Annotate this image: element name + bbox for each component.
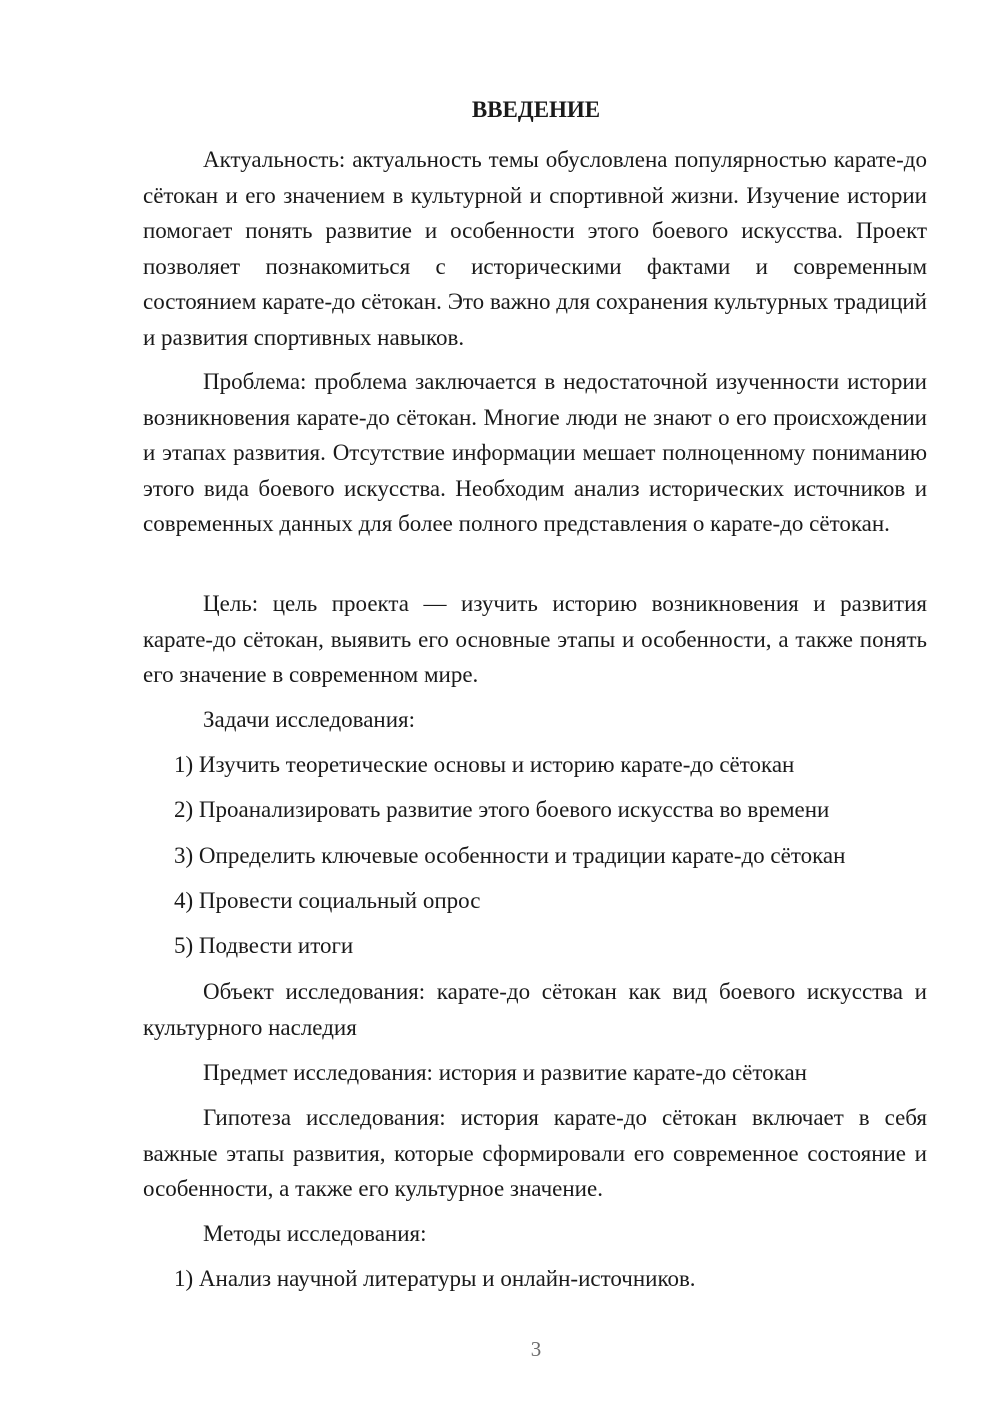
method-item: 1) Анализ научной литературы и онлайн-источников.	[174, 1266, 696, 1291]
page-number: 3	[530, 1337, 542, 1361]
problem-paragraph: Проблема: проблема заключается в недостаточной изученности истории возникновения карате-до сётокан. Многие люди не знают о его происхождении и этапах развития. Отсутствие информации мешает полноценному пониманию этого вида боевого искусства. Необходим анализ исторических источников и современных данных для более полного представления о карате-до сётокан.	[143, 369, 927, 536]
methods-heading: Методы исследования:	[203, 1221, 427, 1246]
task-item: 1) Изучить теоретические основы и историю карате-до сётокан	[174, 752, 795, 777]
task-item: 5) Подвести итоги	[174, 933, 354, 958]
relevance-paragraph: Актуальность: актуальность темы обусловлена популярностью карате-до сётокан и его значением в культурной и спортивной жизни. Изучение истории помогает понять развитие и особенности этого боевого искусства. Проект позволяет познакомиться с историческими фактами и современным состоянием карате-до сётокан. Это важно для сохранения культурных традиций и развития спортивных навыков.	[143, 147, 927, 350]
tasks-heading: Задачи исследования:	[203, 707, 416, 732]
hypothesis-paragraph: Гипотеза исследования: история карате-до сётокан включает в себя важные этапы развития, которые сформировали его современное состояние и особенности, а также его культурное значение.	[143, 1105, 927, 1201]
page-title: ВВЕДЕНИЕ	[471, 97, 601, 122]
subject-line: Предмет исследования: история и развитие карате-до сётокан	[203, 1060, 807, 1085]
task-item: 4) Провести социальный опрос	[174, 888, 481, 913]
task-item: 2) Проанализировать развитие этого боевого искусства во времени	[174, 797, 830, 822]
goal-paragraph: Цель: цель проекта — изучить историю возникновения и развития карате-до сётокан, выявить его основные этапы и особенности, а также понять его значение в современном мире.	[143, 591, 927, 687]
object-paragraph: Объект исследования: карате-до сётокан как вид боевого искусства и культурного наследия	[143, 979, 927, 1040]
task-item: 3) Определить ключевые особенности и традиции карате-до сётокан	[174, 843, 846, 868]
